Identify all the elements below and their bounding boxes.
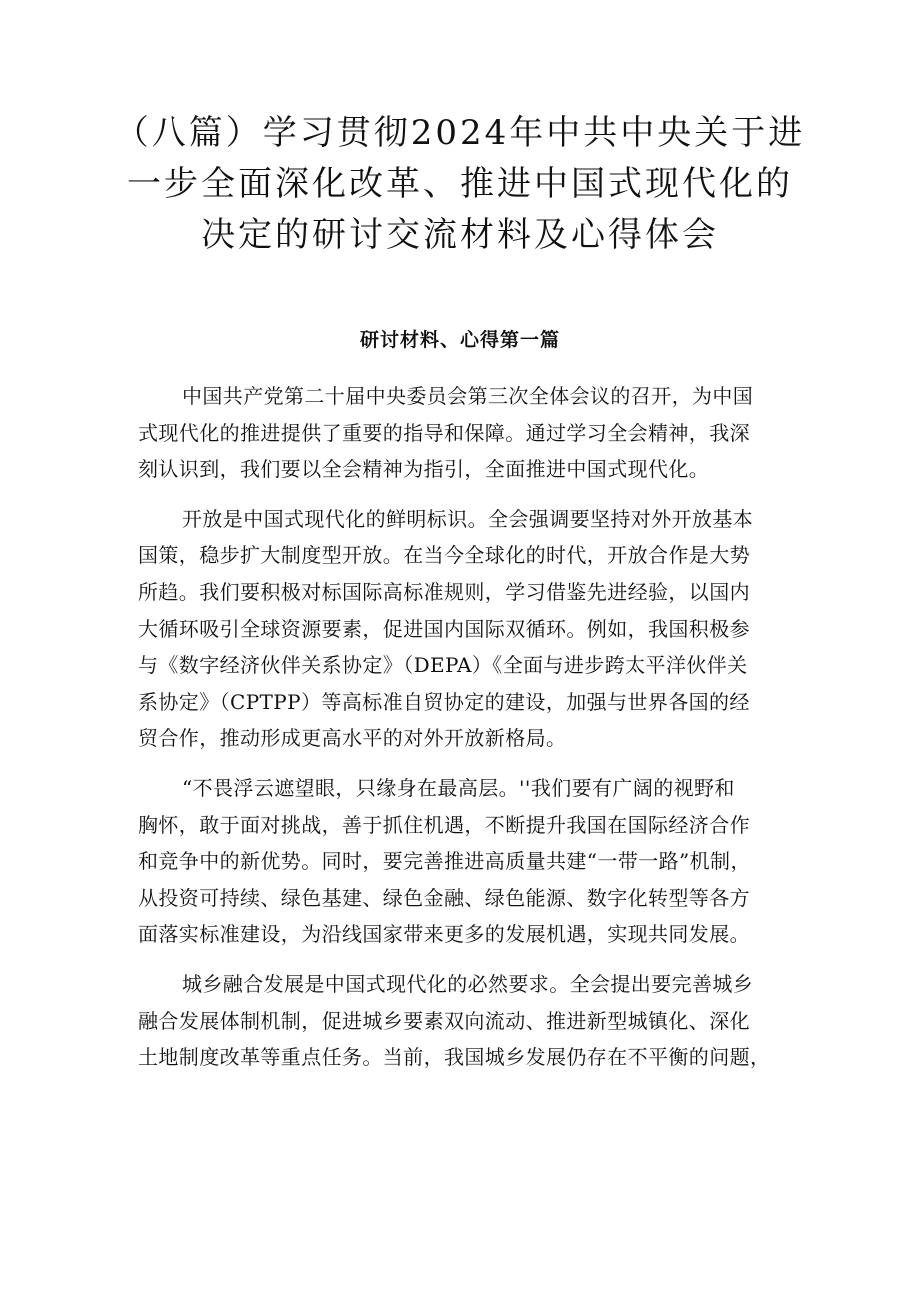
text-line: 融合发展体制机制，促进城乡要素双向流动、推进新型城镇化、深化: [138, 1008, 750, 1033]
text-line: 和竞争中的新优势。同时，要完善推进高质量共建“一带一路”机制，: [138, 849, 751, 874]
paragraph: [138, 770, 798, 953]
title-line: 决定的研讨交流材料及心得体会: [201, 215, 719, 255]
document-title: [110, 108, 810, 261]
section-heading: 研讨材料、心得第一篇: [359, 329, 560, 351]
text-line: 贸合作，推动形成更高水平的对外开放新格局。: [138, 726, 567, 751]
text-line: 城乡融合发展是中国式现代化的必然要求。全会提出要完善城乡: [182, 971, 754, 996]
text-line: 大循环吸引全球资源要素，促进国内国际双循环。例如，我国积极参: [138, 616, 750, 641]
text-line: 系协定》（CPTPP）等高标准自贸协定的建设，加强与世界各国的经: [138, 689, 750, 714]
text-line: 从投资可持续、绿色基建、绿色金融、绿色能源、数字化转型等各方: [138, 885, 750, 910]
text-line: 开放是中国式现代化的鲜明标识。全会强调要坚持对外开放基本: [182, 506, 754, 531]
document-body: [138, 378, 798, 1089]
text-line: 国策，稳步扩大制度型开放。在当今全球化的时代，开放合作是大势: [138, 543, 750, 568]
text-line: 胸怀，敢于面对挑战，善于抓住机遇，不断提升我国在国际经济合作: [138, 812, 750, 837]
paragraph: [138, 378, 798, 488]
text-line: 与《数字经济伙伴关系协定》（DEPA）《全面与进步跨太平洋伙伴关: [138, 653, 748, 678]
title-line: 一步全面深化改革、推进中国式现代化的: [127, 164, 793, 204]
text-line: 中国共产党第二十届中央委员会第三次全体会议的召开，为中国: [182, 384, 754, 408]
text-line: 面落实标准建设，为沿线国家带来更多的发展机遇，实现共同发展。: [138, 922, 750, 947]
text-line: “不畏浮云遮望眼，只缘身在最高层。''我们要有广阔的视野和: [182, 775, 735, 800]
text-line: 所趋。我们要积极对标国际高标准规则，学习借鉴先进经验，以国内: [138, 579, 750, 604]
text-line: 土地制度改革等重点任务。当前，我国城乡发展仍存在不平衡的问题，: [138, 1045, 771, 1070]
text-line: 刻认识到，我们要以全会精神为指引，全面推进中国式现代化。: [138, 457, 710, 482]
paragraph: [138, 501, 798, 757]
text-line: 式现代化的推进提供了重要的指导和保障。通过学习全会精神，我深: [138, 420, 750, 445]
paragraph: [138, 966, 798, 1076]
title-line: （八篇）学习贯彻2024年中共中央关于进: [114, 113, 806, 153]
